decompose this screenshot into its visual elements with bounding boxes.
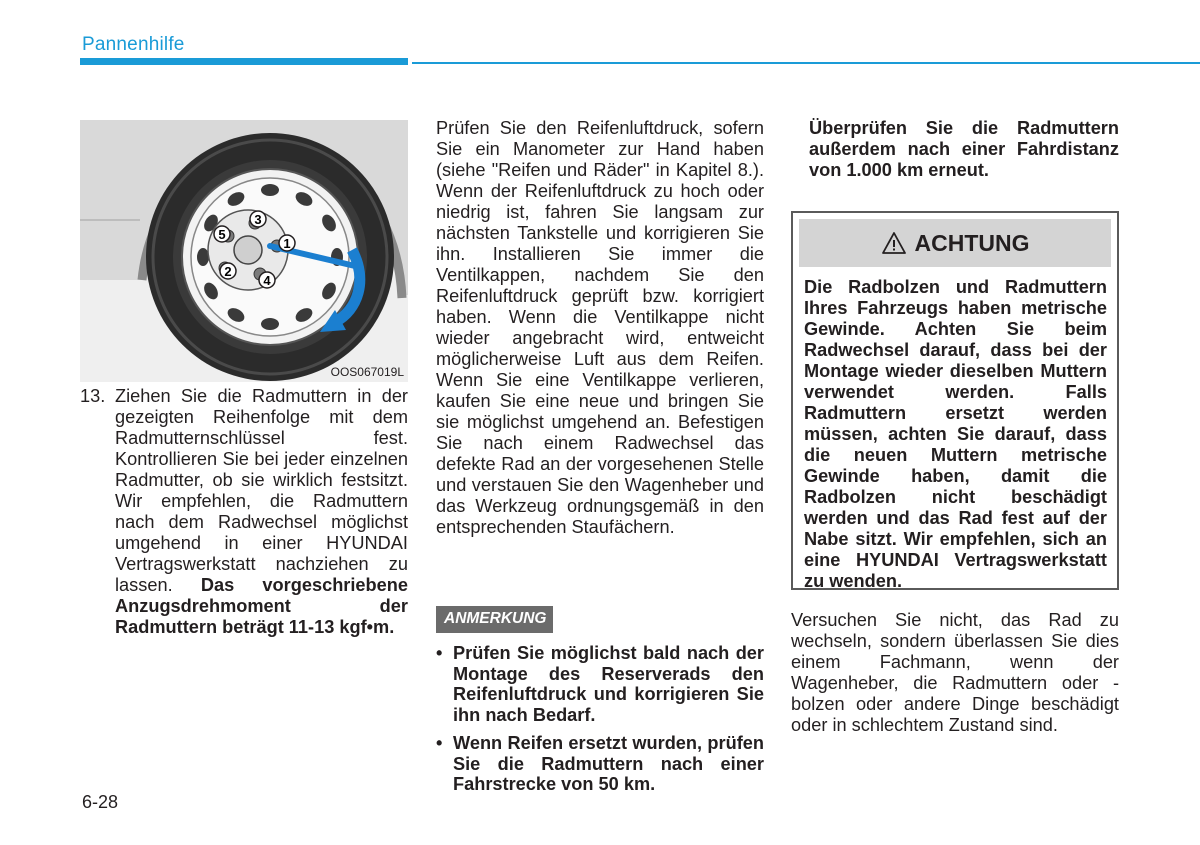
page-number: 6-28 [82, 792, 119, 812]
bullet-text: Prüfen Sie möglichst bald nach der Montage des Reserverads den Reifenluftdruck und korrigieren Sie ihn nach Bedarf. [453, 643, 764, 725]
hub-center [234, 236, 262, 264]
wheel-figure [80, 120, 408, 382]
warning-title: ACHTUNG [914, 229, 1030, 256]
warning-triangle-icon [881, 231, 907, 255]
nut-label-3: 3 [254, 212, 262, 227]
step-torque-note: Das vorgeschriebene Anzugsdrehmoment der Radmuttern beträgt 11-13 kgf•m. [115, 575, 408, 637]
nut-label-1: 1 [283, 236, 291, 251]
step-number: 13. [80, 386, 106, 406]
warning-text: Die Radbolzen und Radmuttern Ihres Fahrzeugs haben metrische Gewinde. Achten Sie beim Radwechsel darauf, dass bei der Montage wieder dieselben Muttern verwendet werden. Falls Radmuttern ersetzt werden müssen, achten Sie darauf, dass die neuen Muttern metrische Gewinde haben, damit die Radbolzen nicht beschädigt werden und das Rad fest auf der Nabe sitzt. Wir empfehlen, sich an eine HYUNDAI Vertragswerkstatt zu wenden. [804, 277, 1107, 591]
note-bullets [436, 643, 764, 803]
warning-box [791, 211, 1119, 590]
list-item [436, 733, 764, 795]
nut-label-5: 5 [218, 227, 226, 242]
header-rule-thin [412, 62, 1200, 64]
step-text: Ziehen Sie die Radmuttern in der gezeigten Reihenfolge mit dem Radmutternschlüssel fest. Kontrollieren Sie bei jeder einzelnen Radmutter, ob sie wirklich festsitzt. Wir empfehlen, die Radmuttern nach dem Radwechsel möglichst umgehend in einer HYUNDAI Vertragswerkstatt nachziehen zu lassen. [115, 386, 408, 595]
tire-pressure-paragraph: Prüfen Sie den Reifenluftdruck, sofern Sie ein Manometer zur Hand haben (siehe "Reifen und Räder" in Kapitel 8.). Wenn der Reifenluftdruck zu hoch oder niedrig ist, fahren Sie langsam zur nächsten Tankstelle und korrigieren Sie ihn. Installieren Sie immer die Ventilkappen, nachdem Sie den Reifenluftdruck geprüft bzw. korrigiert haben. Wenn die Ventilkappe nicht wieder angebracht wird, entweicht möglicherweise Luft aus dem Reifen. Wenn Sie eine Ventilkappe verlieren, kaufen Sie eine neue und bringen Sie sie möglichst umgehend an. Befestigen Sie nach einem Radwechsel das defekte Rad an der vorgesehenen Stelle und verstauen Sie den Wagenheber und das Werkzeug ordnungsgemäß in den entsprechenden Staufächern. [436, 118, 764, 537]
header-rule-thick [80, 58, 408, 65]
section-title: Pannenhilfe [82, 34, 185, 55]
note-tag: ANMERKUNG [436, 606, 553, 633]
figure-code: OOS067019L [330, 365, 404, 379]
wheel-illustration [80, 120, 408, 382]
nut-label-4: 4 [263, 273, 271, 288]
bullet-icon: • [436, 643, 443, 663]
bullet-icon: • [436, 733, 443, 753]
closing-paragraph: Versuchen Sie nicht, das Rad zu wechseln, sondern überlassen Sie dies einem Fachmann, wenn der Wagenheber, die Radmuttern oder -bolzen oder andere Dinge beschädigt oder in schlechtem Zustand sind. [791, 610, 1119, 735]
step-13 [80, 386, 408, 638]
nut-label-2: 2 [224, 264, 232, 279]
list-item [436, 643, 764, 725]
recheck-note: Überprüfen Sie die Radmuttern außerdem nach einer Fahrdistanz von 1.000 km erneut. [809, 118, 1119, 180]
bullet-text: Wenn Reifen ersetzt wurden, prüfen Sie die Radmuttern nach einer Fahrstrecke von 50 km. [453, 733, 764, 794]
warning-header [799, 219, 1111, 267]
